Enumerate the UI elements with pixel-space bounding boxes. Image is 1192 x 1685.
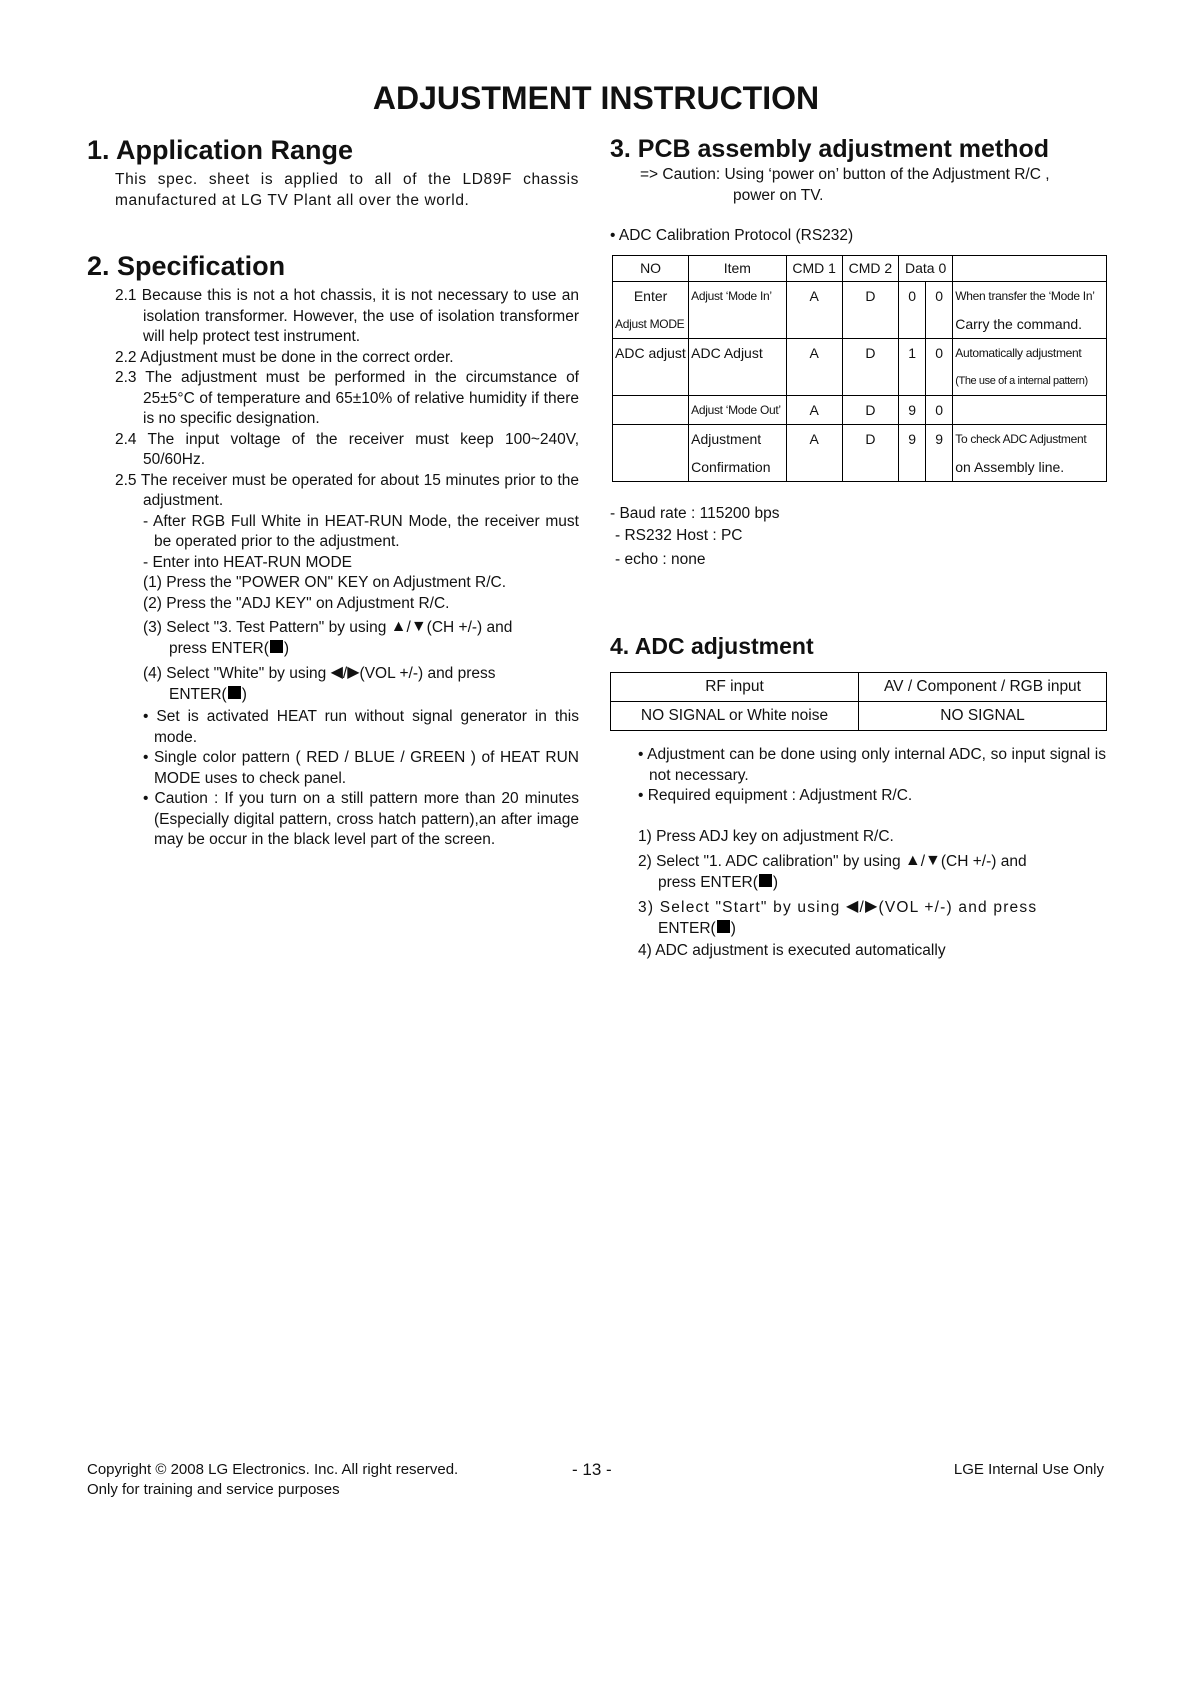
spec-step-4-cont [87,685,579,706]
adc-step-1: 1) Press ADJ key on adjustment R/C. [638,827,894,845]
table-row [613,338,1107,367]
left-arrow-icon: ◀ [845,898,860,915]
row3-note1 [953,395,1107,424]
spec-step-2: (2) Press the "ADJ KEY" on Adjustment R/C. [143,594,450,612]
row3-no [613,395,689,424]
step4-paren: ) [241,685,247,703]
row1-no: Enter [613,281,689,310]
page-number: - 13 - [572,1460,612,1479]
footer-left [87,1460,458,1500]
adc-bullet-2: • Required equipment : Adjustment R/C. [638,787,913,804]
left-column [87,135,579,851]
up-arrow-icon: ▲ [390,618,407,635]
down-arrow-icon: ▼ [410,618,427,635]
enter-key-icon [228,686,241,699]
copyright: Copyright © 2008 LG Electronics. Inc. All right reserved. [87,1461,459,1478]
protocol-label: • ADC Calibration Protocol (RS232) [610,227,854,244]
caution-line-2: power on TV. [733,186,824,204]
adc-step-2-cont [638,873,1106,894]
adc-notes [610,745,1106,962]
adc-step3-text-a: 3) Select "Start" by using [638,899,846,916]
training-note: Only for training and service purposes [87,1481,340,1498]
spec-step-1: (1) Press the "POWER ON" KEY on Adjustment R/C. [143,574,507,591]
row3-data0: 9 [899,395,926,424]
row2-cmd2: D [842,338,898,367]
row1-item: Adjust ‘Mode In’ [689,281,786,310]
adc-step3-text-b: (VOL +/-) and press [878,899,1038,916]
row2-note1: Automatically adjustment [953,338,1107,367]
header-cmd2: CMD 2 [842,255,898,281]
left-arrow-icon: ◀ [330,664,343,681]
row3-cmd1: A [786,395,842,424]
row4-note2: on Assembly line. [953,453,1107,482]
adc-step2-paren: ) [772,873,779,891]
row2-data0: 1 [899,338,926,367]
table-row [613,281,1107,310]
row2-note2: (The use of a internal pattern) [953,367,1107,396]
header-data0: Data 0 [899,255,953,281]
right-column [610,135,1106,962]
row4-item: Adjustment [689,424,786,453]
step4-text-c: ENTER( [169,685,227,703]
row1-data0: 0 [899,281,926,310]
spec-item-2-1: 2.1 Because this is not a hot chassis, it is not necessary to use an isolation transformer. However, the use of isolation transformer will help protect test instrument. [115,287,579,345]
right-arrow-icon: ▶ [347,664,360,681]
row4-cmd2: D [842,424,898,453]
up-arrow-icon: ▲ [904,852,921,869]
section3-heading: 3. PCB assembly adjustment method [610,135,1050,163]
spec-list [87,286,579,851]
caution-line-1: => Caution: Using ‘power on’ button of the Adjustment R/C , [640,166,1050,183]
adc-step3-paren: ) [730,919,736,937]
step3-text-b: (CH +/-) and [426,619,513,636]
page-title: ADJUSTMENT INSTRUCTION [372,80,820,116]
spec-step-3-cont [87,639,579,660]
row4-cmd1: A [786,424,842,453]
row1-no2: Adjust MODE [613,310,689,339]
adc-bullet-1: • Adjustment can be done using only internal ADC, so input signal is not necessary. [638,746,1106,784]
table-row [611,702,1107,731]
spec-bullet-1: • Set is activated HEAT run without signal generator in this mode. [143,708,579,746]
step4-text-a: (4) Select "White" by using [143,665,331,682]
adc-step-3: 3) Select "Start" by using ◀/▶(VOL +/-) and press [638,898,1038,916]
section1-text: This spec. sheet is applied to all of the LD89F chassis manufactured at LG TV Plant all over the world. [115,171,579,209]
table-row [613,395,1107,424]
section1-heading: 1. Application Range [87,135,354,165]
row2-item: ADC Adjust [689,338,786,367]
enter-key-icon [759,874,772,887]
adc-step3-text-c: ENTER( [658,919,716,937]
row1-cmd2: D [842,281,898,310]
section2-heading: 2. Specification [87,251,286,281]
header-av-input: AV / Component / RGB input [859,673,1107,702]
row3-data1: 0 [926,395,953,424]
spec-sub-enter: - Enter into HEAT-RUN MODE [143,553,353,571]
header-no: NO [613,255,689,281]
row1-cmd1: A [786,281,842,310]
spec-bullet-3: • Caution : If you turn on a still pattern more than 20 minutes (Especially digital pattern, cross hatch pattern),an after image may be occur in the black level part of the screen. [143,790,579,848]
rs232-host: - RS232 Host : PC [615,527,743,544]
spec-step-3: (3) Select "3. Test Pattern" by using ▲/▼(CH +/-) and [143,618,513,636]
enter-key-icon [270,640,283,653]
spec-item-2-4: 2.4 The input voltage of the receiver must keep 100~240V, 50/60Hz. [115,430,579,468]
row1-note1: When transfer the ‘Mode In’ [953,281,1107,310]
table-row-cont [613,453,1107,482]
table-header-row [611,673,1107,702]
spec-item-2-5: 2.5 The receiver must be operated for about 15 minutes prior to the adjustment. [115,471,579,509]
table-row [613,424,1107,453]
adc-step2-text-a: 2) Select "1. ADC calibration" by using [638,853,905,870]
row4-data1: 9 [926,424,953,453]
step3-paren: ) [283,639,290,657]
section4-heading: 4. ADC adjustment [610,633,814,659]
row1-data1: 0 [926,281,953,310]
header-cmd1: CMD 1 [786,255,842,281]
row4-item2: Confirmation [689,453,786,482]
spec-item-2-2: 2.2 Adjustment must be done in the correct order. [115,348,454,366]
header-item: Item [689,255,786,281]
down-arrow-icon: ▼ [925,852,941,869]
adc-step-4: 4) ADC adjustment is executed automatically [638,942,946,959]
internal-use-note: LGE Internal Use Only [953,1461,1104,1478]
adc-step2-text-b: (CH +/-) and [940,853,1027,870]
cell-av-value: NO SIGNAL [859,702,1107,731]
adc-step-2: 2) Select "1. ADC calibration" by using ▲/▼(CH +/-) and [638,852,1027,870]
rs232-protocol-table [612,255,1107,482]
step3-text-a: (3) Select "3. Test Pattern" by using [143,619,391,636]
header-note [953,255,1107,281]
row2-cmd1: A [786,338,842,367]
echo: - echo : none [615,550,706,568]
row4-no [613,424,689,453]
cell-rf-value: NO SIGNAL or White noise [611,702,859,731]
table-row-cont [613,367,1107,396]
row3-item: Adjust ‘Mode Out’ [689,395,786,424]
row3-cmd2: D [842,395,898,424]
row1-note2: Carry the command. [953,310,1107,339]
baud-rate: - Baud rate : 115200 bps [610,504,780,522]
row2-data1: 0 [926,338,953,367]
row4-data0: 9 [899,424,926,453]
adc-input-table [610,672,1107,731]
row4-note1: To check ADC Adjustment [953,424,1107,453]
enter-key-icon [717,920,730,933]
spec-sub-rgb: - After RGB Full White in HEAT-RUN Mode, the receiver must be operated prior to the adjustment. [143,512,579,550]
step4-text-b: (VOL +/-) and press [359,665,496,682]
row2-no: ADC adjust [613,338,689,367]
spec-step-4: (4) Select "White" by using ◀/▶(VOL +/-) and press [143,664,496,682]
step3-text-c: press ENTER( [169,639,269,657]
table-header-row [613,255,1107,281]
spec-bullet-2: • Single color pattern ( RED / BLUE / GREEN ) of HEAT RUN MODE uses to check panel. [143,749,579,787]
adc-step-3-cont [638,919,1106,940]
table-row-cont [613,310,1107,339]
right-arrow-icon: ▶ [865,898,879,915]
header-rf-input: RF input [611,673,859,702]
spec-item-2-3: 2.3 The adjustment must be performed in the circumstance of 25±5°C of temperature and 65±10% of relative humidity if there is no specific designation. [115,369,579,427]
adc-step2-text-c: press ENTER( [658,873,758,891]
